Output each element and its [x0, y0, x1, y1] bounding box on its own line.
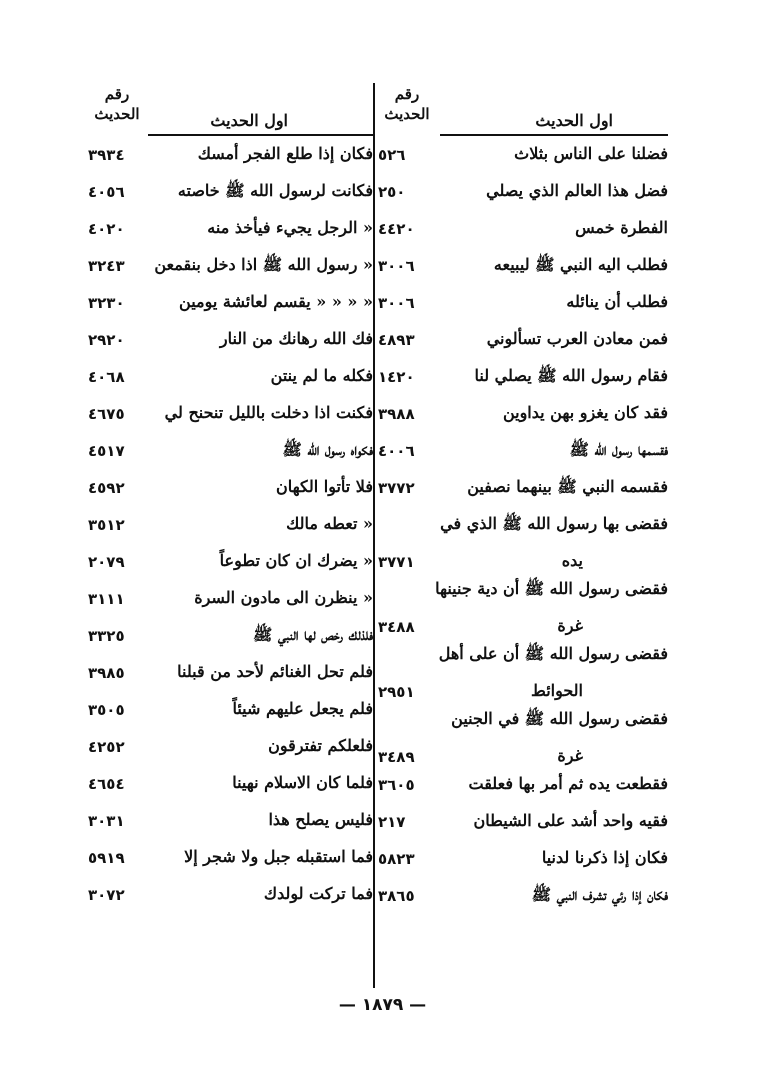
index-entry [378, 284, 668, 321]
entry-number: ٤٨٩٣ [378, 331, 415, 349]
entry-number: ٤٢٥٢ [88, 738, 125, 756]
num-heading: رقم الحديث [384, 85, 430, 123]
text-heading: اول الحديث [535, 111, 613, 130]
index-entry [88, 173, 373, 210]
entry-number: ٣٦٠٥ [378, 776, 415, 794]
entry-text: « رسول الله ﷺ اذا دخل بنقمعن [154, 255, 373, 274]
right-entries [378, 136, 668, 914]
index-entry [378, 136, 668, 173]
entry-number: ٤٤٢٠ [378, 220, 415, 238]
entry-text: « ينظرن الى مادون السرة [194, 588, 373, 607]
column-divider [373, 83, 375, 988]
entry-text: « يضرك ان كان تطوعاً [219, 551, 373, 570]
entry-text: فكان إذا ذكرنا لدنيا [541, 848, 668, 867]
entry-text: فكله ما لم ينتن [270, 366, 373, 385]
entry-text: فقطعت يده ثم أمر بها فعلقت [468, 774, 668, 793]
index-entry [378, 432, 668, 469]
entry-number: ٣٩٨٥ [88, 664, 125, 682]
entry-number: ٣٢٤٣ [88, 257, 125, 275]
index-entry [378, 358, 668, 395]
entry-text: فلعلكم تفترقون [268, 736, 373, 755]
index-entry [88, 580, 373, 617]
index-entry [378, 840, 668, 877]
entry-text: فمن معادن العرب تسألوني [486, 329, 668, 348]
index-entry [88, 358, 373, 395]
entry-number: ٤٠٥٦ [88, 183, 125, 201]
entry-text: فقضى رسول الله ﷺ في الجنين [451, 709, 668, 728]
entry-text: فقام رسول الله ﷺ يصلي لنا [474, 366, 668, 385]
entry-number: ٣٠٠٦ [378, 294, 415, 312]
entry-text: فلم تحل الغنائم لأحد من قبلنا [177, 662, 373, 681]
entry-number: ٣٥٠٥ [88, 701, 125, 719]
entry-number: ٣٣٢٥ [88, 627, 125, 645]
index-entry [88, 210, 373, 247]
entry-number: ٣٠٧٢ [88, 886, 125, 904]
entry-number: ٢٠٧٩ [88, 553, 125, 571]
index-entry [88, 321, 373, 358]
entry-number: ٣٩٨٨ [378, 405, 415, 423]
index-entry [88, 247, 373, 284]
entry-number: ٢٩٥١ [378, 683, 415, 701]
entry-number: ٣٧٧٢ [378, 479, 415, 497]
entry-text: فطلب اليه النبي ﷺ ليبيعه [493, 255, 668, 274]
entry-text: فلا تأتوا الكهان [276, 477, 373, 496]
index-entry [378, 803, 668, 840]
entry-text: فكان إذا رئي تشرف النبي ﷺ [531, 885, 668, 904]
text-heading: اول الحديث [210, 111, 288, 130]
index-entry [88, 728, 373, 765]
entry-text: فكانت لرسول الله ﷺ خاصته [177, 181, 373, 200]
entry-number: ٤٥١٧ [88, 442, 125, 460]
entry-number: ٣٧٧١ [378, 553, 415, 571]
index-entry [378, 247, 668, 284]
entry-number: ٢٥٠ [378, 183, 406, 201]
entry-number: ٣٠٠٦ [378, 257, 415, 275]
entry-number: ٤٦٧٥ [88, 405, 125, 423]
index-entry [378, 571, 668, 608]
left-column-header [94, 80, 373, 136]
entry-text: فكنت اذا دخلت بالليل تنحنح لي [164, 403, 373, 422]
entry-number: ٣٤٨٨ [378, 618, 415, 636]
entry-text: « الرجل يجيء فيأخذ منه [207, 218, 373, 237]
index-entry [88, 469, 373, 506]
index-entry [88, 691, 373, 728]
index-entry [88, 617, 373, 654]
entry-text: فقد كان يغزو بهن يداوين [502, 403, 668, 422]
entry-number: ٣٠٣١ [88, 812, 125, 830]
index-entry [88, 543, 373, 580]
index-entry [378, 469, 668, 506]
entry-text: غرة [557, 746, 583, 765]
right-column [378, 80, 668, 914]
entry-number: ٣٩٣٤ [88, 146, 125, 164]
entry-number: ٤٥٩٢ [88, 479, 125, 497]
entry-text: فقضى بها رسول الله ﷺ الذي في [440, 514, 668, 533]
entry-text: فطلب أن ينائله [566, 292, 668, 311]
index-entry [88, 432, 373, 469]
entry-number: ٤٠٦٨ [88, 368, 125, 386]
entry-number: ٤٠٢٠ [88, 220, 125, 238]
index-entry [378, 321, 668, 358]
entry-text: « « « « يقسم لعائشة يومين [179, 292, 373, 311]
right-column-header [384, 80, 668, 136]
entry-text: فقضى رسول الله ﷺ أن على أهل [438, 644, 668, 663]
index-entry [378, 636, 668, 673]
entry-text: فضل هذا العالم الذي يصلي [486, 181, 668, 200]
index-entry [378, 766, 668, 803]
entry-text: فكواه رسول الله ﷺ [282, 440, 373, 459]
entry-text: فليس يصلح هذا [268, 810, 373, 829]
entry-number: ٣١١١ [88, 590, 125, 608]
entry-text: فك الله رهانك من النار [219, 329, 373, 348]
index-entry [378, 738, 668, 766]
entry-number: ٥٢٦ [378, 146, 406, 164]
page-number: — ١٨٧٩ — [338, 995, 427, 1015]
entry-text: يده [561, 551, 583, 570]
index-entry [378, 543, 668, 571]
index-entry [378, 673, 668, 701]
index-entry [88, 284, 373, 321]
left-entries [88, 136, 373, 913]
entry-text: فلما كان الاسلام نهينا [232, 773, 373, 792]
index-entry [378, 608, 668, 636]
index-entry [88, 506, 373, 543]
entry-text: فقسمها رسول الله ﷺ [569, 440, 668, 459]
index-entry [378, 395, 668, 432]
entry-text: فقضى رسول الله ﷺ أن دية جنينها [435, 579, 668, 598]
entry-number: ٣٨٦٥ [378, 887, 415, 905]
entry-text: الحوائط [531, 681, 583, 700]
index-entry [88, 136, 373, 173]
entry-number: ٣٢٣٠ [88, 294, 125, 312]
entry-text: غرة [557, 616, 583, 635]
entry-number: ٥٩١٩ [88, 849, 125, 867]
num-heading: رقم الحديث [94, 85, 140, 123]
entry-text: فقسمه النبي ﷺ بينهما نصفين [467, 477, 668, 496]
entry-text: « تعطه مالك [286, 514, 373, 533]
index-entry [378, 701, 668, 738]
index-entry [88, 654, 373, 691]
index-entry [378, 210, 668, 247]
entry-number: ٢١٧ [378, 813, 406, 831]
index-entry [378, 877, 668, 914]
entry-text: فلم يجعل عليهم شيئاً [232, 699, 373, 718]
index-entry [88, 765, 373, 802]
index-entry [378, 173, 668, 210]
entry-text: فكان إذا طلع الفجر أمسك [197, 144, 373, 163]
index-entry [88, 876, 373, 913]
entry-text: فلذلك رخص لها النبي ﷺ [252, 625, 373, 644]
entry-number: ٣٤٨٩ [378, 748, 415, 766]
entry-text: فقيه واحد أشد على الشيطان [473, 811, 668, 830]
entry-text: فما تركت لولدك [263, 884, 373, 903]
entry-text: فضلنا على الناس بثلاث [514, 144, 668, 163]
entry-text: الفطرة خمس [575, 218, 668, 237]
index-entry [88, 839, 373, 876]
index-entry [88, 802, 373, 839]
index-entry [88, 395, 373, 432]
entry-number: ٥٨٢٣ [378, 850, 415, 868]
entry-number: ٢٩٢٠ [88, 331, 125, 349]
index-entry [378, 506, 668, 543]
entry-number: ٣٥١٢ [88, 516, 125, 534]
entry-number: ١٤٢٠ [378, 368, 415, 386]
entry-text: فما استقبله جبل ولا شجر إلا [184, 847, 373, 866]
entry-number: ٤٠٠٦ [378, 442, 415, 460]
left-column [88, 80, 373, 913]
entry-number: ٤٦٥٤ [88, 775, 125, 793]
